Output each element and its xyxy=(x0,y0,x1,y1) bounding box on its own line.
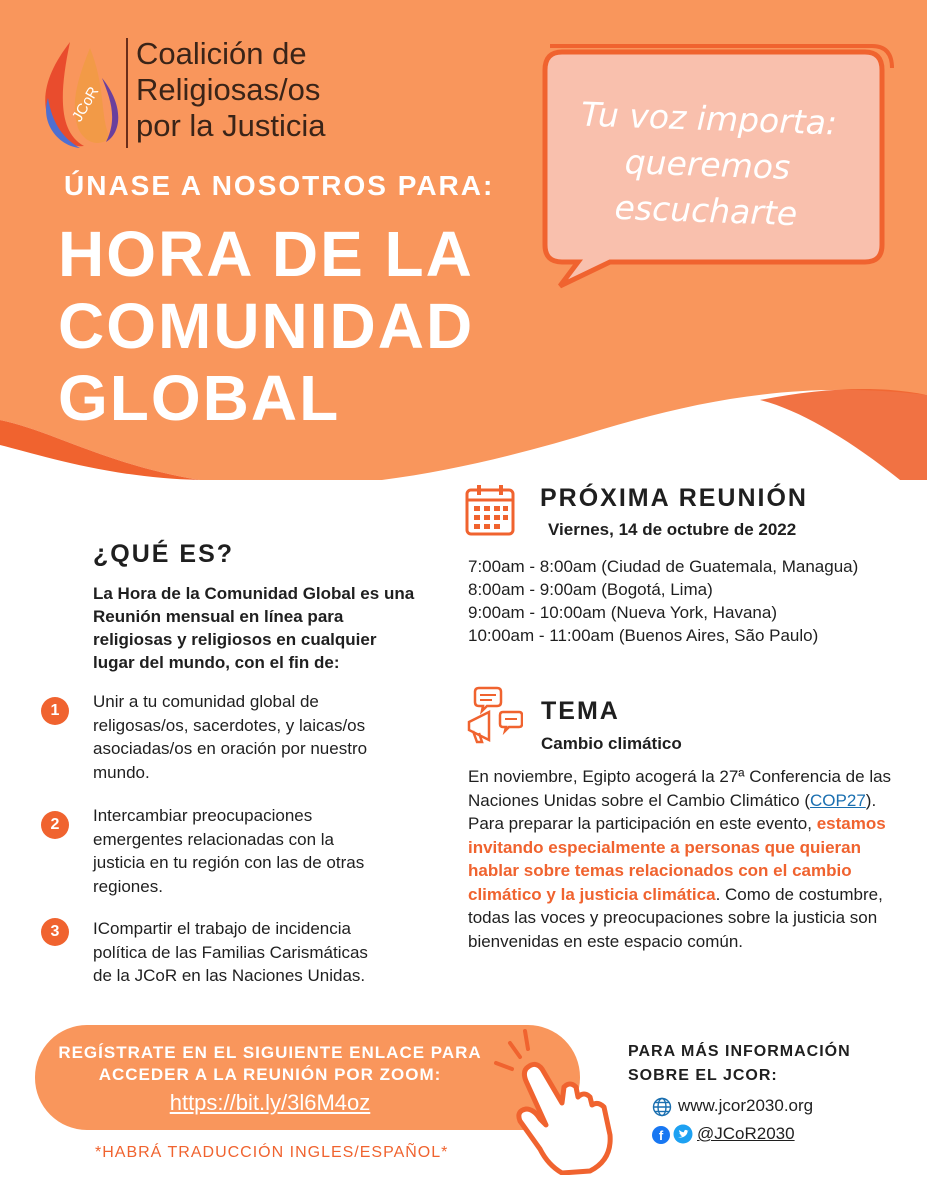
bubble-text xyxy=(573,91,843,238)
item-number-badge: 2 xyxy=(41,811,69,839)
kicker: ÚNASE A NOSOTROS PARA: xyxy=(64,170,495,201)
globe-icon xyxy=(652,1097,672,1117)
org-name-line: Religiosas/os xyxy=(136,72,321,107)
translation-note: *HABRÁ TRADUCCIÓN INGLES/ESPAÑOL* xyxy=(95,1144,449,1161)
item-line: Unir a tu comunidad global de xyxy=(93,692,319,711)
item-line: regiones. xyxy=(93,876,163,896)
item-number-badge: 3 xyxy=(41,918,69,946)
bubble-line: Tu voz importa: xyxy=(580,94,838,143)
next-meeting-heading: PRÓXIMA REUNIÓN xyxy=(540,484,808,512)
registration-line: REGÍSTRATE EN EL SIGUIENTE ENLACE PARA xyxy=(58,1043,482,1062)
intro-line: religiosas y religiosos en cualquier xyxy=(93,630,377,649)
title-line: COMUNIDAD xyxy=(58,290,475,362)
zoom-registration-link[interactable]: https://bit.ly/3l6M4oz xyxy=(169,1090,371,1115)
social-handle-link[interactable]: @JCoR2030 xyxy=(697,1124,795,1143)
item-line: mundo. xyxy=(93,762,150,782)
cop27-link[interactable]: COP27 xyxy=(810,790,866,810)
info-heading-line: SOBRE EL JCOR: xyxy=(628,1067,778,1084)
organization-name xyxy=(136,36,326,144)
title-line: HORA DE LA xyxy=(58,218,474,290)
topic-text: ). Para preparar la participación en este evento, xyxy=(468,790,877,833)
org-name-line: por la Justicia xyxy=(136,108,326,143)
purpose-item xyxy=(93,804,423,898)
bubble-line: queremos xyxy=(624,142,791,187)
topic-text: En noviembre, Egipto acogerá la 27ª Conferencia de las Naciones Unidas sobre el Cambio Climático ( xyxy=(468,767,892,810)
topic-name: Cambio climático xyxy=(541,734,682,753)
bubble-line: escucharte xyxy=(613,187,798,234)
time-slot: 9:00am - 10:00am (Nueva York, Havana) xyxy=(468,603,778,622)
intro-text xyxy=(93,582,423,674)
logo-text: JCoR xyxy=(68,83,103,125)
intro-line: Reunión mensual en línea para xyxy=(93,607,344,626)
twitter-icon[interactable] xyxy=(673,1124,693,1144)
item-line: asociadas/os en oración por nuestro xyxy=(93,739,368,758)
chat-megaphone-icon xyxy=(465,686,523,744)
page-title xyxy=(58,218,474,434)
logo-divider xyxy=(126,38,128,148)
flame-logo-icon xyxy=(40,38,120,150)
item-line: emergentes relacionadas con la xyxy=(93,829,334,849)
pointing-hand-icon xyxy=(490,1025,620,1175)
item-line: religosas/os, sacerdotes, y laicas/os xyxy=(93,715,366,735)
topic-text: . Como de costumbre, todas las voces y preocupaciones sobre la justicia son bienvenidas en este espacio común. xyxy=(468,884,883,951)
item-line: justicia en tu región con las de otras xyxy=(93,853,365,872)
registration-text xyxy=(35,1042,505,1086)
facebook-icon[interactable]: f xyxy=(652,1126,670,1144)
title-line: GLOBAL xyxy=(58,362,341,434)
meeting-times xyxy=(468,555,858,647)
purpose-item xyxy=(93,690,423,784)
org-name-line: Coalición de xyxy=(136,36,307,71)
purpose-item xyxy=(93,917,423,988)
time-slot: 8:00am - 9:00am (Bogotá, Lima) xyxy=(468,580,713,599)
item-line: de la JCoR en las Naciones Unidas. xyxy=(93,966,366,985)
meeting-date: Viernes, 14 de octubre de 2022 xyxy=(548,520,797,539)
item-line: Intercambiar preocupaciones xyxy=(93,806,313,825)
item-number-badge: 1 xyxy=(41,697,69,725)
intro-line: La Hora de la Comunidad Global es una xyxy=(93,584,415,603)
what-is-heading: ¿QUÉ ES? xyxy=(93,540,235,568)
topic-heading: TEMA xyxy=(541,697,620,725)
info-heading xyxy=(628,1040,851,1088)
item-line: política de las Familias Carismáticas xyxy=(93,942,368,962)
time-slot: 10:00am - 11:00am (Buenos Aires, São Paulo) xyxy=(468,626,819,645)
topic-highlight: estamos invitando especialmente a personas que quieran hablar sobre temas relacionados con el cambio climático y la justicia climática xyxy=(468,814,886,904)
calendar-icon xyxy=(465,484,515,536)
registration-line: ACCEDER A LA REUNIÓN POR ZOOM: xyxy=(98,1065,442,1084)
item-line: ICompartir el trabajo de incidencia xyxy=(93,919,351,938)
website-link[interactable]: www.jcor2030.org xyxy=(678,1096,814,1115)
intro-line: lugar del mundo, con el fin de: xyxy=(93,653,340,672)
topic-body xyxy=(468,765,898,953)
time-slot: 7:00am - 8:00am (Ciudad de Guatemala, Managua) xyxy=(468,557,859,576)
info-heading-line: PARA MÁS INFORMACIÓN xyxy=(628,1043,851,1060)
